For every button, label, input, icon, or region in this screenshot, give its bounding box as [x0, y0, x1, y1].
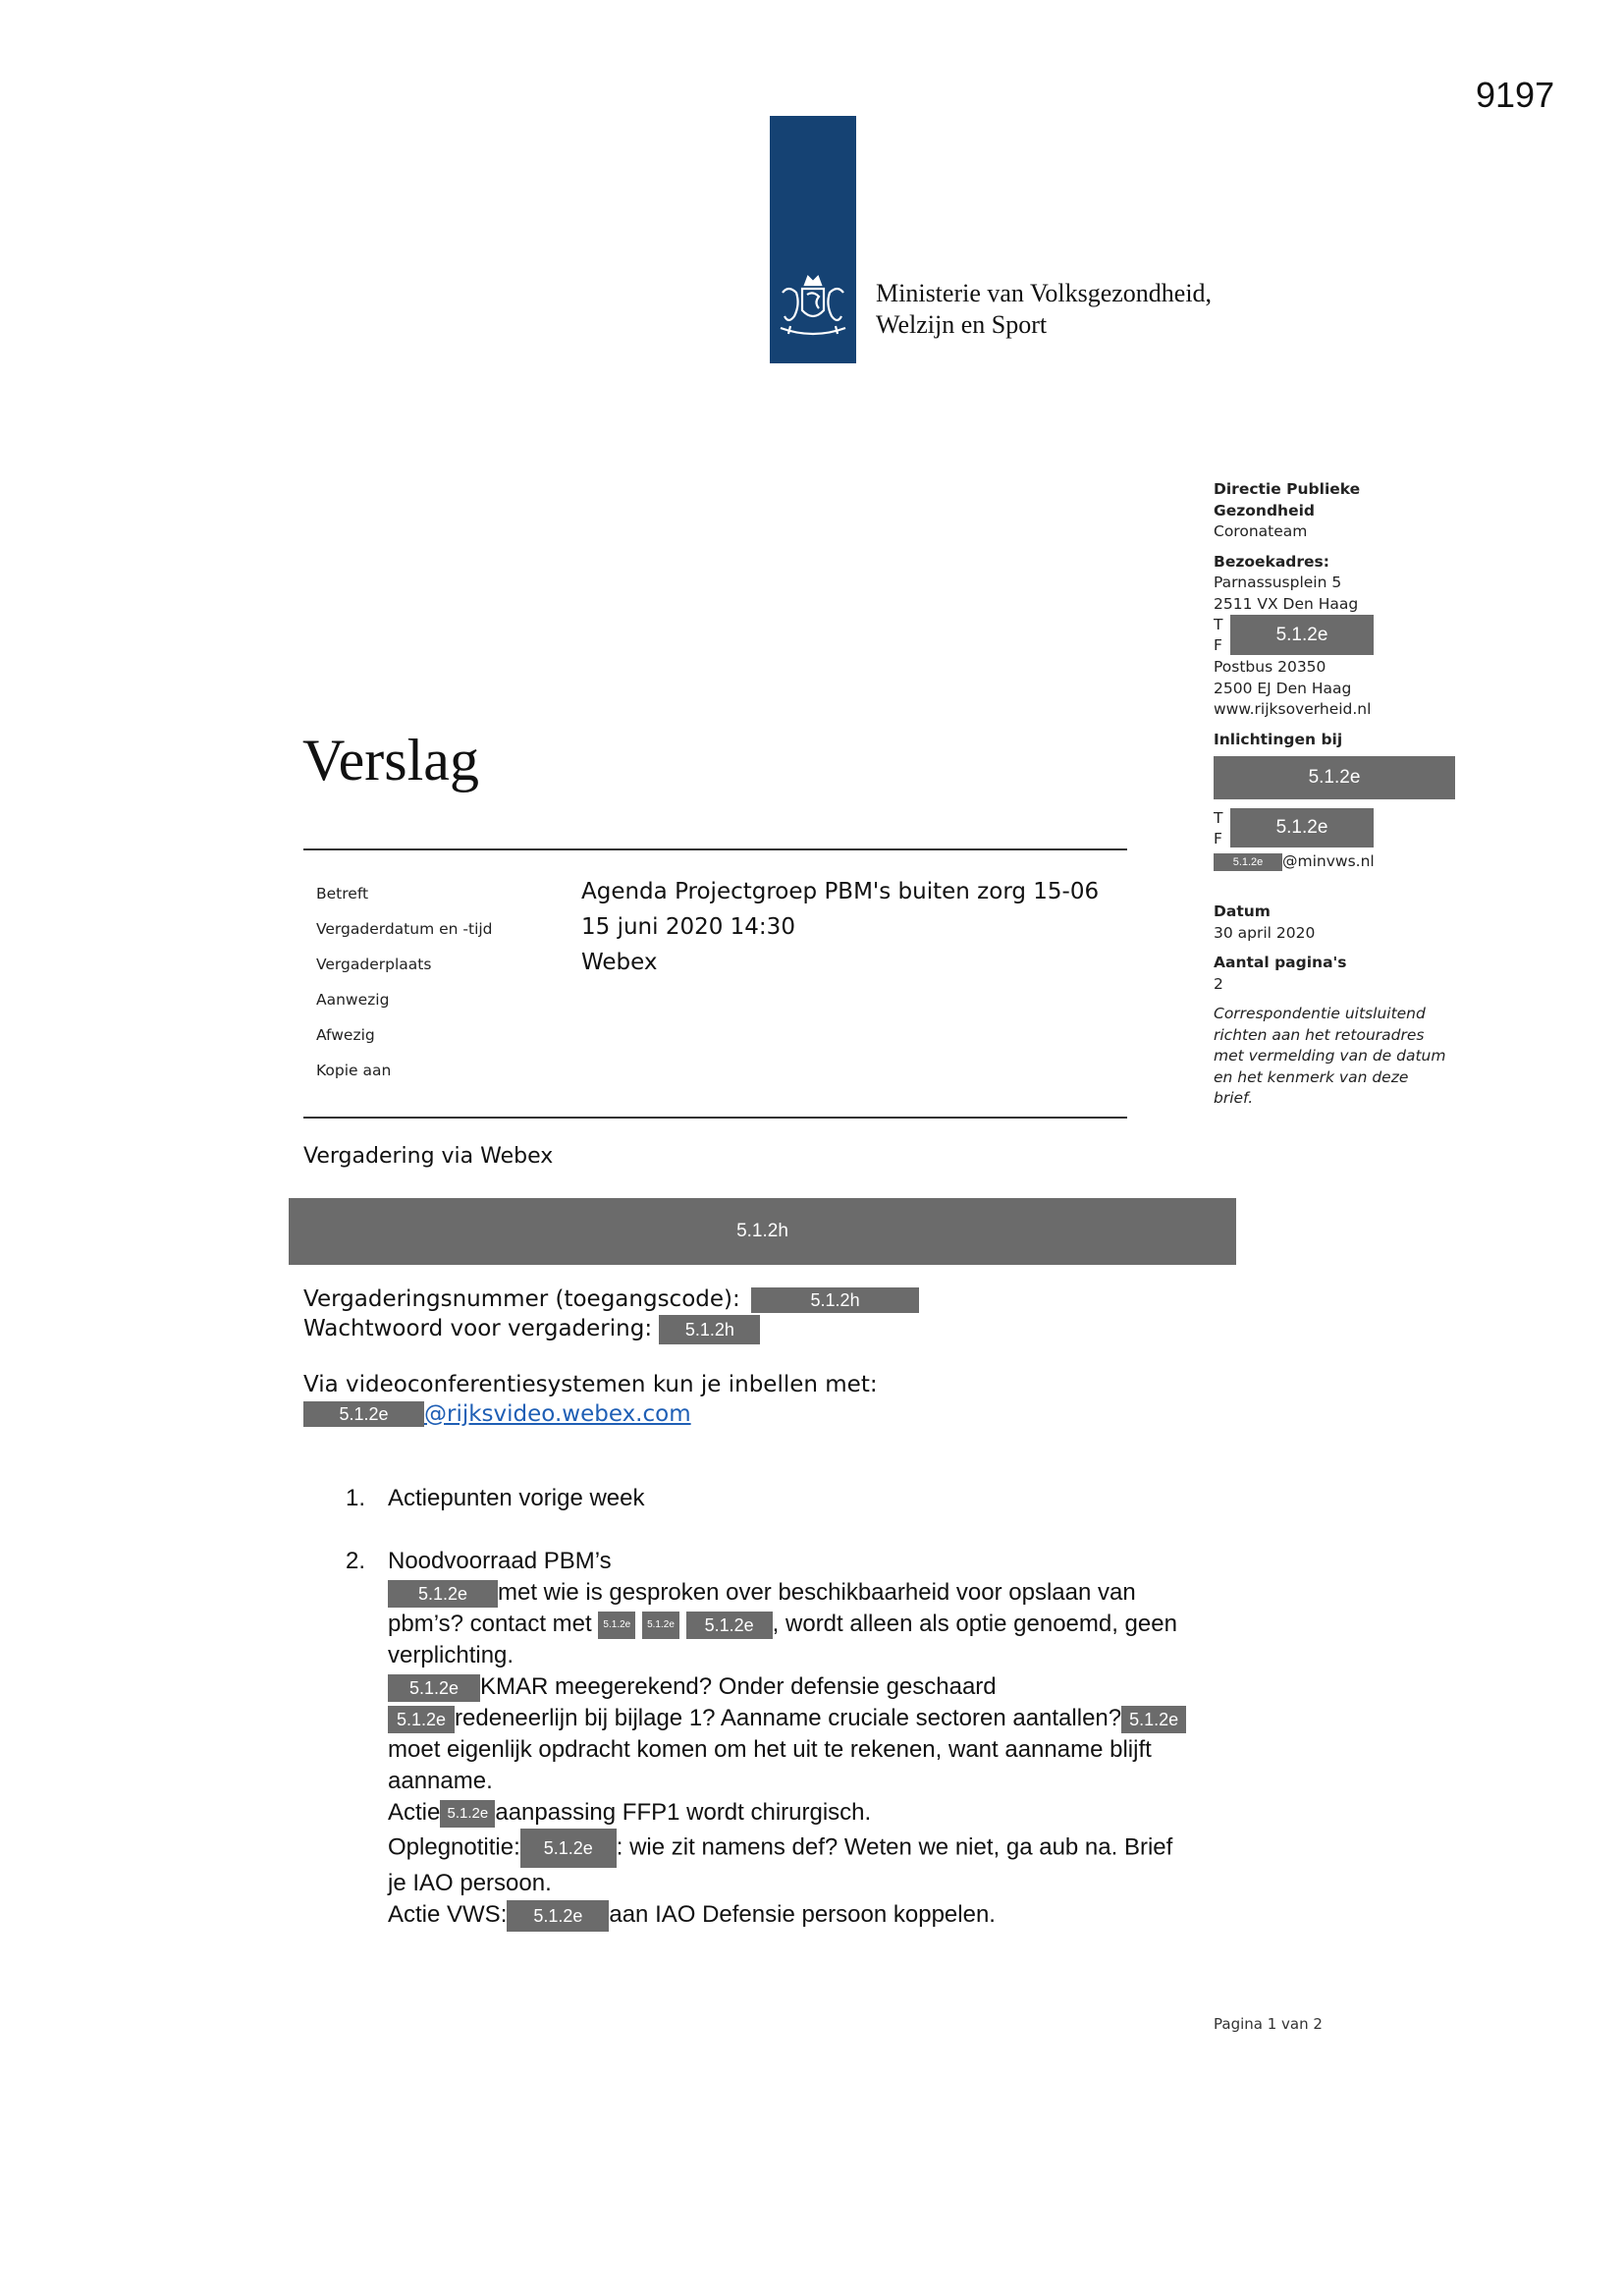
redaction-block: 5.1.2e: [440, 1800, 495, 1828]
document-title: Verslag: [302, 728, 479, 793]
note-line: richten aan het retouradres: [1214, 1025, 1425, 1044]
note-text: met wie is gesproken over beschikbaarheid voor opslaan van: [498, 1579, 1136, 1606]
visit-street: Parnassusplein 5: [1214, 574, 1342, 591]
meta-place: Webex: [581, 950, 658, 975]
redaction-block: 5.1.2e: [1121, 1706, 1186, 1733]
video-address-link[interactable]: @rijksvideo.webex.com: [424, 1400, 691, 1427]
postbus: Postbus 20350: [1214, 658, 1326, 676]
redaction-block: 5.1.2h: [659, 1315, 760, 1344]
email-line: [1214, 850, 1469, 872]
meta-values: [581, 874, 1099, 980]
divider-top: [303, 848, 1127, 850]
website: www.rijksoverheid.nl: [1214, 700, 1372, 718]
agenda-list: [346, 1483, 1210, 1932]
agenda-item: [346, 1546, 1210, 1932]
note-line: [388, 1671, 1210, 1703]
video-address-line: [303, 1399, 919, 1429]
password-line: [303, 1314, 919, 1344]
meta-label-subject: Betreft: [316, 885, 369, 902]
redaction-block: 5.1.2e: [507, 1900, 609, 1932]
divider-bottom: [303, 1117, 1127, 1119]
note-line: [388, 1899, 1210, 1932]
redaction-block: 5.1.2h: [751, 1287, 919, 1313]
note-line: Correspondentie uitsluitend: [1214, 1005, 1426, 1022]
video-label: Via videoconferentiesystemen kun je inbellen met:: [303, 1371, 878, 1397]
fax-label-2: F: [1214, 830, 1222, 847]
meta-label-datetime: Vergaderdatum en -tijd: [316, 920, 493, 938]
redaction-block: 5.1.2e: [388, 1706, 455, 1733]
redaction-block: 5.1.2e: [1214, 853, 1282, 871]
team-name: Coronateam: [1214, 522, 1308, 540]
pages-label: Aantal pagina's: [1214, 954, 1347, 971]
note-line: [388, 1703, 1210, 1734]
agenda-item-notes: [388, 1577, 1210, 1932]
note-text: , wordt alleen als optie genoemd, geen: [772, 1611, 1177, 1637]
agenda-item-number: 1.: [346, 1485, 366, 1511]
webex-details: [303, 1285, 919, 1429]
note-text: Actie: [388, 1799, 441, 1826]
ministry-name: [876, 278, 1212, 341]
redaction-block: 5.1.2e: [303, 1401, 424, 1427]
meta-datetime: 15 juni 2020 14:30: [581, 914, 795, 940]
note-line: moet eigenlijk opdracht komen om het uit te rekenen, want aanname blijft: [388, 1736, 1152, 1763]
redaction-block: 5.1.2e: [388, 1580, 498, 1608]
redaction-block: 5.1.2e: [642, 1612, 679, 1639]
note-line: aanname.: [388, 1768, 493, 1794]
page-number: 9197: [1476, 75, 1555, 115]
redaction-block: 5.1.2e: [1230, 808, 1374, 847]
note-text: redeneerlijn bij bijlage 1? Aanname cruciale sectoren aantallen?: [455, 1705, 1122, 1731]
agenda-item: [346, 1483, 1210, 1514]
phone-label: T: [1214, 616, 1223, 633]
date-label: Datum: [1214, 902, 1271, 920]
meeting-number-line: [303, 1285, 919, 1314]
email-domain: @minvws.nl: [1282, 852, 1375, 870]
date-value: 30 april 2020: [1214, 923, 1316, 942]
meta-subject: Agenda Projectgroep PBM's buiten zorg 15-06: [581, 879, 1100, 904]
phone-label-2: T: [1214, 809, 1223, 827]
meta-label-absent: Afwezig: [316, 1026, 375, 1044]
visit-address-label: Bezoekadres:: [1214, 552, 1329, 571]
meta-label-copy: Kopie aan: [316, 1062, 392, 1079]
coat-of-arms-icon: [775, 271, 851, 342]
correspondence-note: [1214, 1004, 1469, 1110]
redaction-block: 5.1.2e: [1230, 615, 1374, 655]
note-text: aanpassing FFP1 wordt chirurgisch.: [495, 1799, 872, 1826]
agenda-item-title: Actiepunten vorige week: [388, 1485, 645, 1511]
password-label: Wachtwoord voor vergadering:: [303, 1316, 653, 1341]
redaction-block: 5.1.2e: [1214, 756, 1455, 799]
redaction-block: 5.1.2e: [686, 1612, 773, 1639]
note-line: [388, 1609, 1210, 1640]
note-text: Oplegnotitie:: [388, 1833, 520, 1861]
fax-label: F: [1214, 636, 1222, 654]
ministry-name-line1: Ministerie van Volksgezondheid,: [876, 279, 1213, 307]
department-name-2: Gezondheid: [1214, 501, 1315, 519]
note-line: verplichting.: [388, 1642, 514, 1668]
visit-city: 2511 VX Den Haag: [1214, 594, 1359, 613]
note-text: Actie VWS:: [388, 1901, 508, 1928]
agenda-item-title: Noodvoorraad PBM’s: [388, 1548, 612, 1574]
note-line: je IAO persoon.: [388, 1870, 552, 1896]
note-line: [388, 1829, 1210, 1868]
contact-phone-block: [1214, 808, 1469, 850]
redaction-block: 5.1.2e: [598, 1612, 635, 1639]
redacted-meeting-link: 5.1.2h: [289, 1198, 1236, 1265]
phone-fax-block: [1214, 615, 1469, 657]
note-text: KMAR meegerekend? Onder defensie geschaard: [480, 1673, 997, 1700]
meta-label-place: Vergaderplaats: [316, 956, 432, 973]
note-text: : wie zit namens def? Weten we niet, ga aub na. Brief: [616, 1833, 1173, 1861]
meta-labels: [316, 876, 493, 1088]
department-name: Directie Publieke: [1214, 480, 1361, 498]
note-line: [388, 1577, 1210, 1609]
note-line: en het kenmerk van deze: [1214, 1067, 1409, 1086]
sidebar-info: [1214, 479, 1469, 1110]
note-text: pbm’s? contact met: [388, 1611, 592, 1637]
note-line: [388, 1797, 1210, 1829]
info-label: Inlichtingen bij: [1214, 730, 1343, 748]
page-footer: Pagina 1 van 2: [1214, 2015, 1323, 2033]
redaction-block: 5.1.2e: [388, 1674, 480, 1702]
meta-label-present: Aanwezig: [316, 991, 390, 1009]
meeting-number-label: Vergaderingsnummer (toegangscode):: [303, 1286, 740, 1312]
webex-heading: Vergadering via Webex: [303, 1144, 554, 1169]
pages-value: 2: [1214, 974, 1223, 993]
postbus-city: 2500 EJ Den Haag: [1214, 679, 1352, 697]
redaction-block: 5.1.2e: [520, 1829, 617, 1868]
note-line: brief.: [1214, 1089, 1254, 1107]
note-line: met vermelding van de datum: [1214, 1047, 1446, 1065]
agenda-item-number: 2.: [346, 1548, 366, 1574]
ministry-name-line2: Welzijn en Sport: [876, 310, 1048, 339]
note-text: aan IAO Defensie persoon koppelen.: [609, 1901, 996, 1928]
